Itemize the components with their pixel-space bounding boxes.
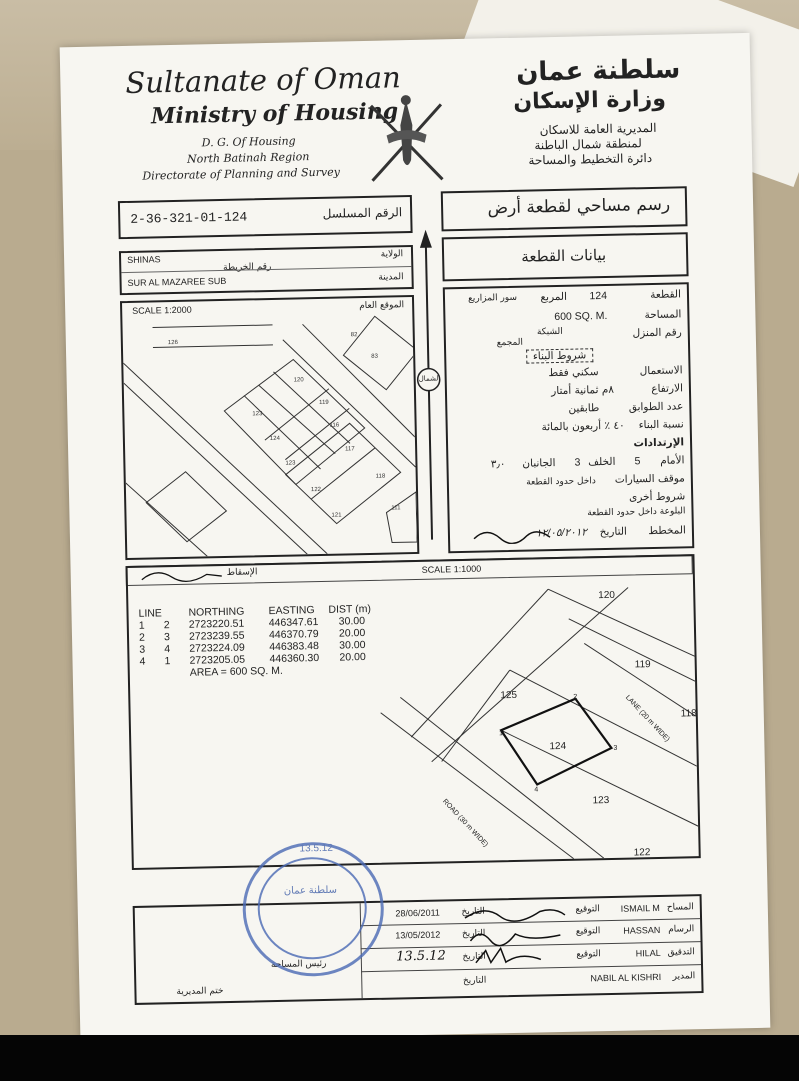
setbacks-label: الإرتدادات [633,436,685,450]
role-surveyor: المساح [666,902,694,913]
coords-easting: 446347.61 [268,616,319,630]
front-value: 5 [634,455,641,468]
city-value: SUR AL MAZAREE SUB [127,275,227,288]
parking-value: داخل حدود القطعة [526,476,596,488]
sign-label-surveyor: التوقيع [575,904,600,915]
coords-header-easting: EASTING [268,604,315,618]
coords-northing: 2723239.55 [188,629,245,643]
block-value: سور المزاريع [467,292,518,304]
planner-signature [472,523,552,545]
coords-to: 3 [163,631,171,644]
serial-box [118,195,413,239]
sides-value: ٣٫٠ [490,458,506,471]
coords-dist: 30.00 [338,615,366,628]
site-scale: SCALE 1:2000 [132,304,192,316]
area-value: 600 SQ. M. [554,309,608,324]
building-conditions: شروط البناء [526,348,594,363]
parking-label: موقف السيارات [614,472,685,486]
wilayat-value: SHINAS [127,254,161,265]
date-label-surveyor: التاريخ [461,906,485,918]
site-plan-box [120,295,419,560]
area-label: المساحة [644,308,682,322]
site-plot-116: 116 [329,422,340,429]
coords-dist: 30.00 [339,639,366,652]
document-title: رسم مساحي لقطعة أرض [487,194,671,219]
date-label-director: التاريخ [462,975,487,987]
coords-from: 4 [139,655,146,668]
coords-from: 2 [138,631,146,644]
height-value: ٨م ثمانية أمتار [551,383,615,398]
name-director: NABIL AL KISHRI [590,971,662,984]
site-plot-117: 117 [345,446,355,453]
ratio-label: نسبة البناء [638,418,684,432]
plot-label: القطعة [650,288,682,302]
road-label: ROAD (30 m WIDE) [441,798,490,849]
dg-name-ar: المديرية العامة للاسكان [539,120,657,138]
detail-plot-125: 125 [500,689,518,702]
serial-label: الرقم المسلسل [322,205,403,221]
coords-easting: 446383.48 [269,640,320,654]
block-label: المربع [540,290,568,304]
detail-map [128,556,699,868]
detail-plot-124: 124 [549,740,567,753]
site-plot-126: 126 [167,339,178,347]
ministry-name-ar: وزارة الإسكان [513,86,667,115]
detail-plot-122: 122 [633,847,651,859]
coords-from: 1 [138,619,145,632]
location-box [119,245,414,295]
detail-plot-118: 118 [680,708,697,720]
map-no-label: رقم الخريطة [222,261,272,273]
height-label: الارتفاع [651,382,684,396]
org-name-en: Sultanate of Oman [125,60,402,100]
other-conditions-value: البلوعة داخل حدود القطعة [587,506,686,519]
coords-to: 2 [163,619,170,632]
complex-label: المجمع [496,337,524,349]
floors-label: عدد الطوابق [628,400,684,414]
wilayat-label: الولاية [380,249,404,260]
house-no-label: رقم المنزل [632,326,682,340]
stamp-label: ختم المديرية [176,986,224,998]
date-label: التاريخ [599,525,628,539]
role-drafter: الرسام [668,924,695,935]
date-checker: 13.5.12 [395,948,446,965]
coords-easting: 446370.79 [268,628,319,642]
coords-to: 1 [164,655,171,668]
planner-label: المخطط [648,524,687,538]
north-label: الشمال [418,374,441,383]
coords-northing: 2723220.51 [188,617,245,631]
org-name-ar: سلطنة عمان [515,54,681,88]
directorate-name-ar: دائرة التخطيط والمساحة [528,150,653,168]
dg-name-en: D. G. Of Housing [201,134,296,150]
detail-box [126,554,701,870]
region-name-en: North Batinah Region [186,150,310,166]
ministry-name-en: Ministry of Housing [150,98,399,130]
coords-dist: 20.00 [338,627,366,640]
site-plot-83: 83 [371,353,378,360]
plot-number: 124 [589,289,608,303]
oman-emblem-icon [356,84,458,186]
coords-to: 4 [164,643,171,656]
use-label: الاستعمال [639,364,683,378]
site-plot-123: 123 [285,460,296,467]
survey-document [60,33,771,1042]
site-plot-82: 82 [350,332,358,339]
date-drafter: 13/05/2012 [395,929,441,941]
date-label-checker: التاريخ [462,951,486,963]
site-plot-120: 120 [293,377,304,384]
site-plot-119: 119 [319,399,329,406]
plot-data-title-box [442,232,689,281]
site-plot-121: 121 [331,512,342,519]
detail-scale: SCALE 1:1000 [421,563,482,575]
site-plot-123a: 123 [252,411,263,418]
other-conditions-label: شروط أخرى [628,490,686,504]
name-surveyor: ISMAIL M [620,902,660,914]
date-value: ١٢/٠٥/٢٠١٢ [535,526,588,540]
stamp-text: سلطنة عمان [283,884,338,897]
coords-easting: 446360.30 [269,652,320,666]
signatures-marks [460,901,571,969]
corner-1: 1 [499,730,504,738]
sign-label-drafter: التوقيع [575,926,601,937]
site-plot-122: 122 [310,486,322,494]
sign-label-checker: التوقيع [576,949,601,960]
site-label: الموقع العام [359,300,405,312]
name-drafter: HASSAN [623,924,661,936]
directorate-name-en: Directorate of Planning and Survey [142,165,340,183]
coords-dist: 20.00 [339,651,366,664]
lane-label: LANE (20 m WIDE) [623,694,671,744]
ratio-value: ٤٠ ٪ أربعون بالمائة [541,419,625,434]
survey-head-label: رئيس المساحة [270,958,327,971]
serial-number: 2-36-321-01-124 [130,209,248,227]
city-label: المدينة [378,272,404,283]
use-value: سكني فقط [548,366,599,380]
corner-4: 4 [534,786,539,794]
sides-label: الجانبان [522,457,556,470]
front-label: الأمام [660,454,685,467]
plot-data-box [443,282,695,553]
signatures-box [133,894,704,1005]
date-label-drafter: التاريخ [461,928,486,940]
date-surveyor: 28/06/2011 [395,907,440,919]
plot-data-title: بيانات القطعة [521,245,607,266]
role-director: المدير [672,971,696,982]
coords-header-line: LINE [138,607,163,620]
stamp-date: 13.5.12 [299,842,333,855]
coords-northing: 2723205.05 [189,653,246,667]
corner-2: 2 [573,693,578,701]
role-checker: التدقيق [667,947,695,958]
coords-area: AREA = 600 SQ. M. [189,664,283,679]
title-box [441,186,688,231]
coords-from: 3 [139,643,146,656]
network-label: الشبكة [536,326,563,338]
site-plot-111: 111 [391,505,401,512]
floors-value: طابقين [568,402,600,415]
coords-northing: 2723224.09 [189,641,245,655]
back-label: الخلف [588,455,616,469]
detail-plot-123: 123 [592,794,610,807]
coords-header-northing: NORTHING [188,605,245,619]
coords-header-dist: DIST (m) [328,602,372,616]
name-checker: HILAL [635,947,661,959]
detail-plot-119: 119 [634,659,651,671]
back-value: 3 [574,456,581,469]
detail-plot-120: 120 [598,589,616,602]
bottom-black-bar [0,1035,799,1081]
site-plan-map [122,297,417,558]
site-plot-124: 124 [269,435,280,443]
projection-label: الإسقاط [226,567,258,578]
region-name-ar: لمنطقة شمال الباطنة [534,136,642,153]
site-plot-118: 118 [375,473,386,480]
corner-3: 3 [613,744,618,752]
